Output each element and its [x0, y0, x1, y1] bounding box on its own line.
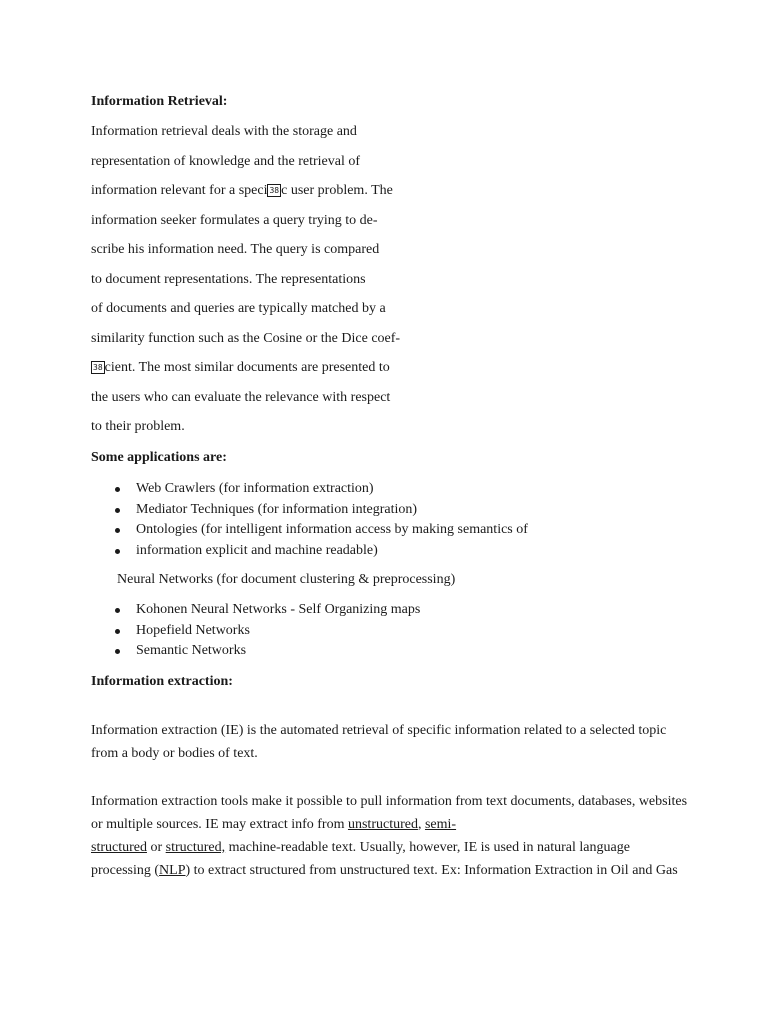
paragraph-text: machine-readable text. Usually, however, IE is used in natural language processing ( [91, 840, 630, 878]
paragraph-text: ) to extract structured from unstructured text. Ex: Information Extraction in Oil and Gas [185, 863, 678, 878]
applications-list [91, 480, 528, 562]
structured-link[interactable]: structured, [165, 840, 226, 855]
body-line: information seeker formulates a query trying to de- [91, 212, 378, 228]
paragraph-text: or [146, 840, 166, 855]
semi-structured-link[interactable]: semi- [424, 817, 457, 832]
semi-structured-link[interactable]: structured [91, 840, 147, 855]
body-line: to document representations. The representations [91, 271, 366, 287]
list-item: Ontologies (for intelligent information access by making semantics of [91, 521, 528, 542]
body-line: the users who can evaluate the relevance with respect [91, 389, 391, 405]
list-item: Mediator Techniques (for information integration) [91, 501, 528, 522]
body-line: Information retrieval deals with the storage and [91, 124, 357, 139]
ligature-glyph-box: 38 [269, 186, 280, 195]
neural-networks-list [91, 601, 420, 663]
neural-networks-line: Neural Networks (for document clustering & preprocessing) [117, 572, 456, 587]
body-line: representation of knowledge and the retrieval of [91, 153, 361, 169]
information-retrieval-heading: Information Retrieval: [91, 94, 228, 109]
body-line-text: c user problem. The [281, 183, 393, 198]
list-item: Hopefield Networks [91, 622, 420, 643]
body-line: to their problem. [91, 419, 185, 434]
list-item: Kohonen Neural Networks - Self Organizing maps [91, 601, 420, 622]
body-line [91, 358, 400, 388]
body-line-text: cient. The most similar documents are presented to [104, 360, 390, 375]
information-extraction-heading: Information extraction: [91, 674, 233, 689]
unstructured-link[interactable]: unstructured [347, 817, 418, 832]
ie-tools-paragraph [91, 790, 691, 882]
body-line-text: information relevant for a speci [91, 183, 268, 198]
body-line: scribe his information need. The query is compared [91, 242, 380, 257]
paragraph-text: , [417, 817, 425, 832]
list-item: Web Crawlers (for information extraction) [91, 480, 528, 501]
body-line: of documents and queries are typically matched by a [91, 301, 386, 316]
body-line: similarity function such as the Cosine or the Dice coef- [91, 330, 401, 346]
ie-definition-paragraph: Information extraction (IE) is the automated retrieval of specific information related to a selected topic from a body or bodies of text. [91, 723, 667, 761]
list-item: Semantic Networks [91, 642, 420, 663]
nlp-link[interactable]: NLP [159, 863, 186, 878]
applications-heading: Some applications are: [91, 450, 227, 465]
list-item: information explicit and machine readable) [91, 542, 528, 563]
paragraph-text: Information extraction tools make it possible to pull information from text documents, databases, websites or multiple sources. IE may extract info from [91, 794, 688, 832]
body-line [91, 181, 400, 211]
ligature-glyph-box: 38 [93, 363, 103, 372]
information-retrieval-body [91, 122, 400, 447]
